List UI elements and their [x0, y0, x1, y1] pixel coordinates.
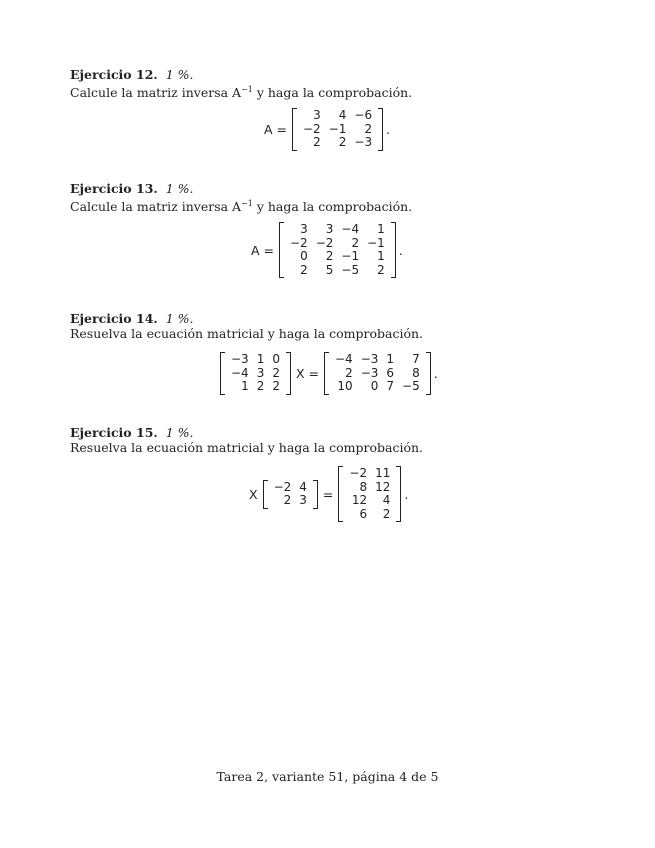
- matrix-grid: [227, 353, 284, 394]
- exercise-13: [70, 181, 590, 215]
- matrix-entry: 12: [375, 479, 391, 494]
- matrix-a: [292, 108, 383, 151]
- matrix-entry: 7: [386, 379, 395, 393]
- exercise-12: [70, 67, 590, 101]
- matrix-entry: 11: [375, 466, 391, 480]
- statement-text: Calcule la matriz inversa A: [70, 199, 242, 215]
- matrix-entry: −3: [360, 352, 379, 366]
- matrix-row: [299, 109, 376, 123]
- matrix-entry: 2: [300, 262, 308, 277]
- matrix-entry: 1: [386, 352, 395, 366]
- exercise-weight: 1 %.: [165, 425, 194, 440]
- matrix-entry: −2: [290, 235, 308, 250]
- matrix-entry: 2: [272, 365, 280, 380]
- matrix-entry: 6: [386, 365, 395, 380]
- matrix-left: [263, 480, 318, 509]
- exercise-statement: [70, 82, 590, 101]
- matrix-entry: −2: [303, 121, 321, 136]
- matrix-row: [270, 481, 311, 495]
- matrix-entry: 3: [300, 222, 308, 236]
- matrix-row: [345, 481, 394, 495]
- matrix-entry: −3: [354, 135, 373, 149]
- exercise-statement: Resuelva la ecuación matricial y haga la comprobación.: [70, 326, 424, 341]
- equation-x-equals: X =: [295, 365, 319, 381]
- matrix-entry: 4: [338, 108, 347, 122]
- inverse-exponent: −1: [241, 85, 253, 94]
- matrix-entry: 2: [351, 235, 360, 250]
- matrix-row: [227, 380, 284, 394]
- page-footer: Tarea 2, variante 51, página 4 de 5: [216, 769, 439, 784]
- matrix-entry: −6: [354, 108, 373, 122]
- matrix-row: [286, 264, 389, 278]
- matrix-entry: 3: [256, 365, 265, 380]
- equation-period: .: [386, 121, 391, 137]
- matrix-entry: 1: [377, 249, 385, 263]
- matrix-entry: 5: [325, 262, 334, 277]
- matrix-entry: −1: [341, 249, 360, 263]
- equation-14: [217, 352, 438, 395]
- matrix-entry: 8: [359, 479, 368, 494]
- matrix-entry: −1: [367, 235, 385, 250]
- matrix-entry: 2: [325, 249, 334, 263]
- exercise-weight: 1 %.: [165, 67, 194, 82]
- statement-text: y haga la comprobación.: [252, 199, 413, 215]
- matrix-row: [227, 367, 284, 381]
- matrix-entry: 2: [313, 135, 321, 149]
- matrix-row: [299, 136, 376, 150]
- equation-period: .: [433, 365, 438, 381]
- matrix-entry: 2: [377, 262, 385, 277]
- matrix-left: [220, 352, 291, 395]
- matrix-entry: 10: [337, 379, 353, 393]
- statement-text: Calcule la matriz inversa A: [70, 85, 242, 101]
- matrix-entry: 1: [256, 352, 265, 366]
- matrix-entry: 8: [412, 365, 420, 380]
- matrix-entry: −4: [231, 365, 249, 380]
- matrix-entry: 2: [338, 135, 347, 149]
- matrix-grid: [286, 223, 389, 277]
- matrix-grid: [345, 467, 394, 521]
- equation-lhs: A =: [251, 242, 274, 258]
- matrix-row: [345, 508, 394, 522]
- exercise-statement: Resuelva la ecuación matricial y haga la comprobación.: [70, 440, 424, 455]
- matrix-a: [279, 222, 396, 278]
- inverse-exponent: −1: [241, 199, 253, 208]
- matrix-right: [338, 466, 401, 522]
- matrix-entry: 0: [272, 352, 280, 366]
- matrix-entry: 0: [300, 249, 308, 263]
- exercise-title: Ejercicio 12.: [70, 67, 158, 82]
- matrix-row: [286, 223, 389, 237]
- matrix-entry: 12: [351, 493, 368, 507]
- equation-period: .: [404, 486, 409, 502]
- matrix-row: [331, 367, 424, 381]
- equation-x: X: [249, 486, 258, 502]
- matrix-grid: [299, 109, 376, 150]
- exercise-statement: [70, 196, 590, 215]
- matrix-entry: 2: [345, 365, 353, 380]
- matrix-row: [286, 250, 389, 264]
- matrix-entry: 1: [241, 379, 249, 393]
- exercise-weight: 1 %.: [165, 181, 194, 196]
- matrix-entry: −5: [341, 262, 360, 277]
- equation-15: [247, 466, 408, 522]
- equation-12: [262, 108, 390, 151]
- matrix-entry: −3: [231, 352, 249, 366]
- matrix-row: [299, 123, 376, 137]
- matrix-grid: [331, 353, 424, 394]
- matrix-entry: 3: [313, 108, 321, 122]
- matrix-entry: 1: [377, 222, 385, 236]
- matrix-entry: 3: [325, 222, 334, 236]
- matrix-row: [345, 494, 394, 508]
- matrix-entry: 2: [272, 379, 280, 393]
- matrix-row: [331, 353, 424, 367]
- exercise-13-heading: [70, 181, 590, 196]
- exercise-title: Ejercicio 15.: [70, 425, 158, 440]
- matrix-entry: 2: [283, 493, 292, 507]
- equation-lhs: A =: [264, 121, 287, 137]
- matrix-entry: −4: [335, 352, 353, 366]
- matrix-entry: −2: [315, 235, 334, 250]
- matrix-entry: 2: [256, 379, 265, 393]
- exercise-14-heading: [70, 311, 590, 326]
- matrix-entry: −2: [273, 479, 292, 494]
- exercise-14: [70, 311, 590, 342]
- matrix-row: [227, 353, 284, 367]
- equation-equals: =: [322, 486, 334, 502]
- matrix-row: [331, 380, 424, 394]
- matrix-row: [270, 494, 311, 508]
- matrix-row: [345, 467, 394, 481]
- equation-13: [249, 222, 403, 278]
- matrix-entry: 3: [299, 493, 307, 507]
- matrix-entry: 4: [382, 493, 391, 507]
- matrix-entry: −5: [402, 379, 420, 393]
- matrix-row: [286, 237, 389, 251]
- matrix-entry: 6: [359, 506, 368, 521]
- matrix-entry: 2: [382, 506, 391, 521]
- exercise-15-heading: [70, 425, 590, 440]
- matrix-entry: −3: [360, 365, 379, 380]
- exercise-weight: 1 %.: [165, 311, 194, 326]
- matrix-right: [324, 352, 431, 395]
- equation-period: .: [398, 242, 403, 258]
- exercise-title: Ejercicio 14.: [70, 311, 158, 326]
- matrix-entry: 2: [364, 121, 373, 136]
- matrix-entry: −1: [328, 121, 347, 136]
- exercise-15: [70, 425, 590, 456]
- matrix-grid: [270, 481, 311, 508]
- matrix-entry: 4: [299, 479, 307, 494]
- matrix-entry: −4: [341, 222, 360, 236]
- matrix-entry: 7: [412, 352, 420, 366]
- statement-text: y haga la comprobación.: [252, 85, 413, 101]
- matrix-entry: −2: [349, 466, 368, 480]
- exercise-title: Ejercicio 13.: [70, 181, 158, 196]
- matrix-entry: 0: [370, 379, 379, 393]
- exercise-12-heading: [70, 67, 590, 82]
